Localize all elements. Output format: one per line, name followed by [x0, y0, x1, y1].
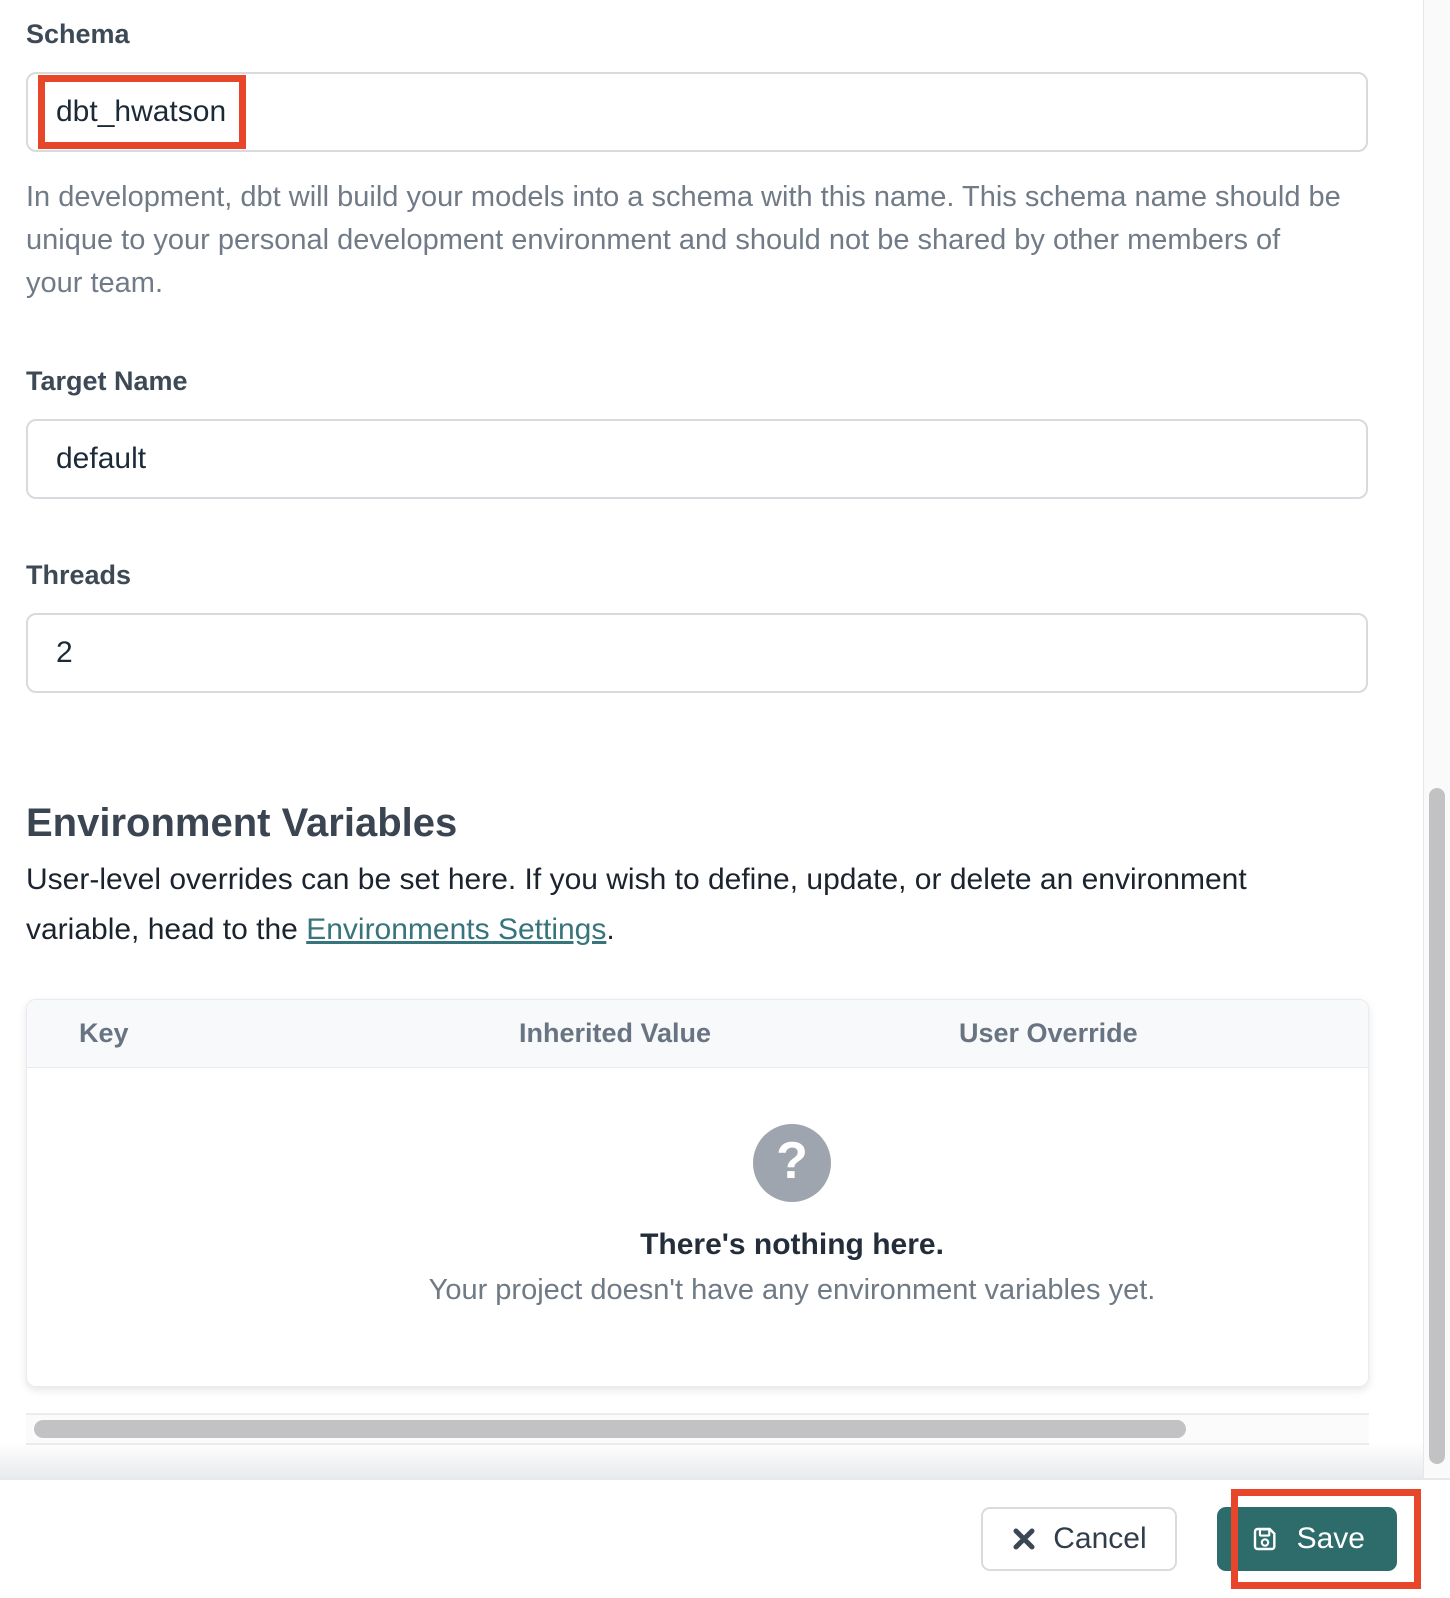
target-name-field [26, 367, 1368, 499]
schema-input[interactable] [26, 72, 1368, 152]
question-mark-icon: ? [753, 1124, 831, 1202]
empty-state-description: Your project doesn't have any environment variables yet. [428, 1274, 1156, 1306]
description-period: . [606, 913, 615, 946]
environment-variables-title: Environment Variables [26, 801, 458, 845]
horizontal-scrollbar-track[interactable] [26, 1413, 1369, 1445]
environment-variables-table [26, 999, 1369, 1387]
horizontal-scrollbar-thumb[interactable] [34, 1420, 1186, 1438]
vertical-scrollbar-thumb[interactable] [1429, 788, 1445, 1464]
table-body [27, 1068, 1369, 1387]
schema-field [26, 20, 1368, 305]
description-text: User-level overrides can be set here. If you wish to define, update, or delete an environment variable, head to the [26, 863, 1247, 946]
scroll-bottom-shadow [0, 1442, 1423, 1478]
table-header-row [27, 1000, 1369, 1068]
column-header-key: Key [79, 1018, 129, 1048]
save-button-label: Save [1296, 1522, 1365, 1555]
cancel-button[interactable] [981, 1507, 1176, 1571]
column-header-inherited-value: Inherited Value [519, 1018, 712, 1048]
target-name-input[interactable] [26, 419, 1368, 499]
cancel-button-label: Cancel [1053, 1522, 1147, 1555]
schema-label: Schema [26, 19, 130, 49]
schema-help-text: In development, dbt will build your models into a schema with this name. This schema name should be unique to your personal development environment and should not be shared by other members of your team. [26, 181, 1341, 299]
target-name-label: Target Name [26, 366, 188, 396]
empty-state-title: There's nothing here. [640, 1228, 944, 1261]
environment-variables-description [26, 855, 1356, 955]
footer-action-bar [0, 1478, 1450, 1598]
threads-field [26, 561, 1368, 693]
vertical-scrollbar-track[interactable] [1423, 0, 1450, 1478]
threads-label: Threads [26, 560, 132, 590]
environments-settings-link[interactable]: Environments Settings [306, 913, 607, 946]
threads-input[interactable] [26, 613, 1368, 693]
table-scroll-inner [27, 1000, 1369, 1387]
column-header-user-override: User Override [959, 1018, 1138, 1048]
save-button[interactable] [1217, 1507, 1397, 1571]
save-icon [1249, 1523, 1281, 1555]
x-icon [1011, 1526, 1037, 1552]
empty-state [429, 1068, 1156, 1387]
